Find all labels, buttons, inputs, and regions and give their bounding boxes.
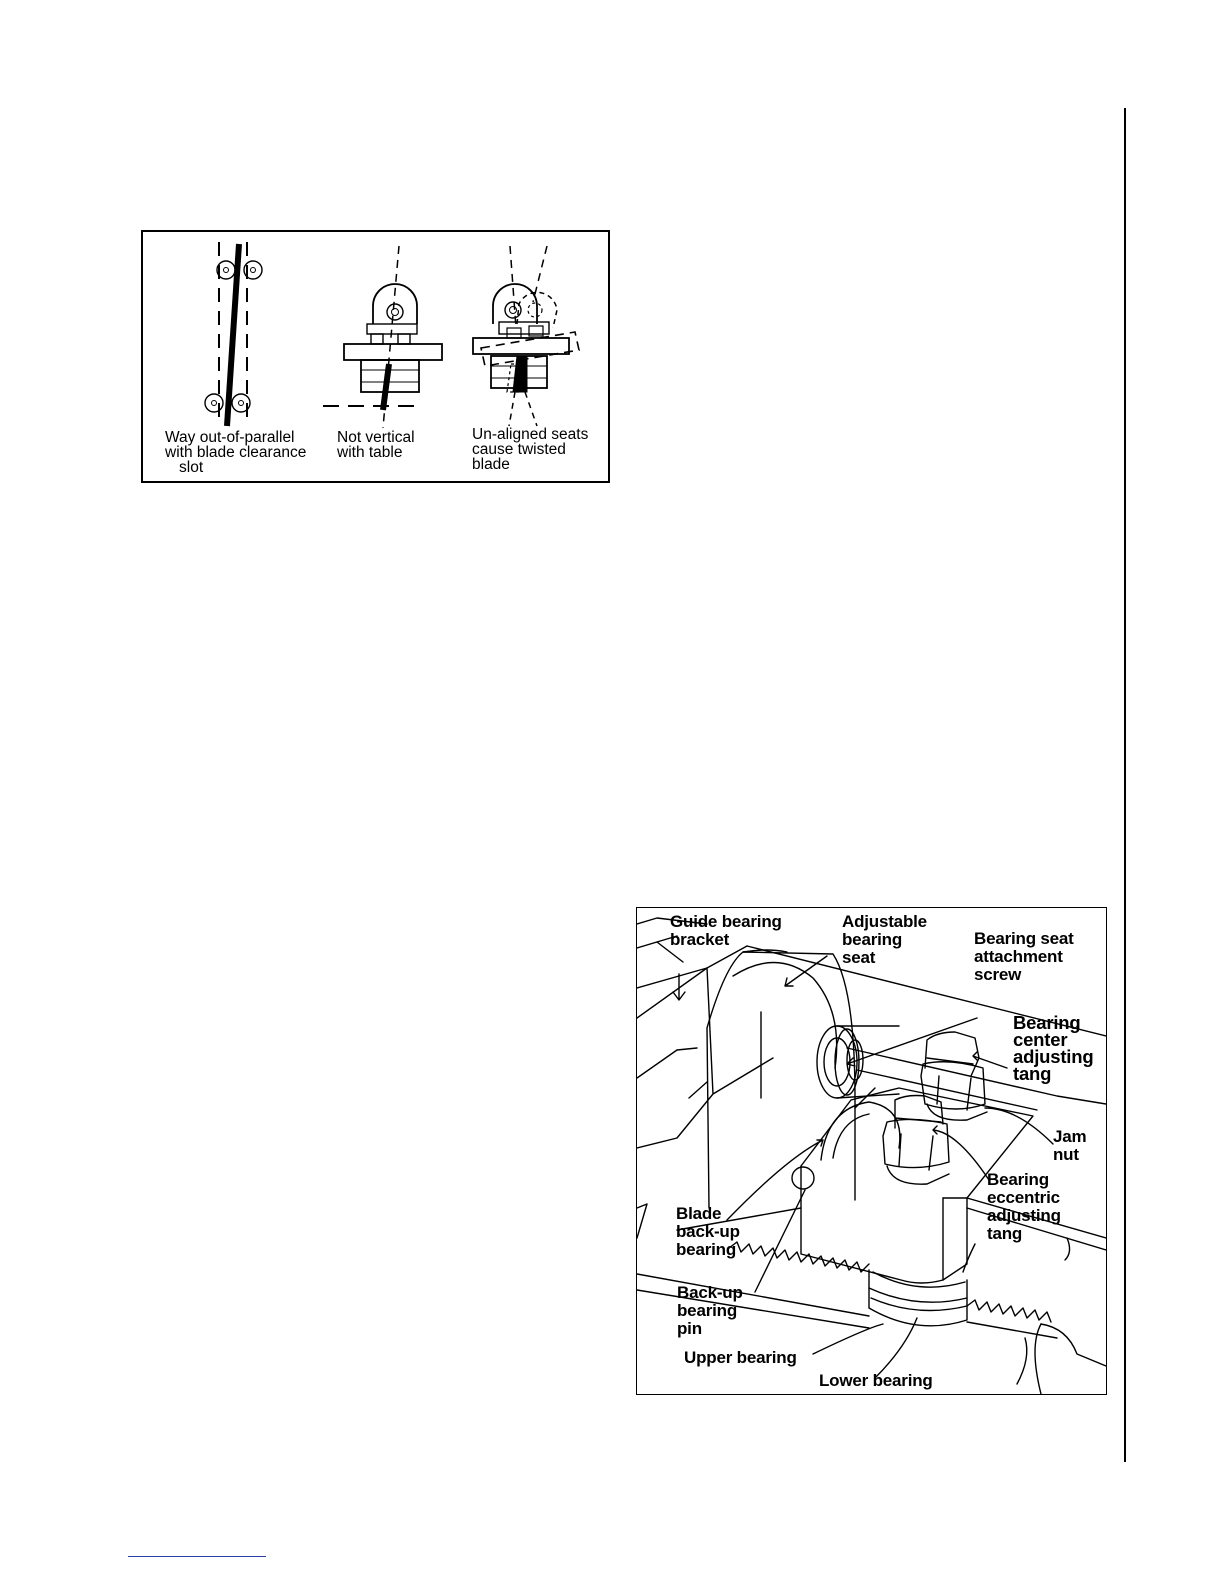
label-line: tang bbox=[987, 1224, 1023, 1243]
label-lower-bearing: Lower bearing bbox=[819, 1371, 933, 1390]
caption-line: Way out-of-parallel bbox=[165, 429, 295, 446]
label-line: eccentric bbox=[987, 1188, 1060, 1207]
label-line: Adjustable bbox=[842, 912, 927, 931]
label-line: attachment bbox=[974, 947, 1063, 966]
label-line: bracket bbox=[670, 930, 730, 949]
label-guide-bearing-bracket bbox=[670, 913, 782, 949]
twisted-caption bbox=[472, 427, 588, 472]
parallel-caption bbox=[165, 430, 306, 475]
label-upper-bearing: Upper bearing bbox=[684, 1348, 797, 1367]
label-line: Back-up bbox=[677, 1283, 743, 1302]
label-line: Bearing bbox=[1013, 1012, 1081, 1033]
caption-line: blade bbox=[472, 456, 510, 473]
label-line: Blade bbox=[676, 1204, 722, 1223]
not-vertical-diagram bbox=[323, 246, 442, 428]
caption-line: slot bbox=[179, 459, 204, 476]
page-margin-rule bbox=[1124, 108, 1126, 1462]
label-line: Bearing bbox=[987, 1170, 1049, 1189]
label-line: bearing bbox=[842, 930, 903, 949]
label-jam-nut bbox=[1053, 1128, 1086, 1164]
label-bearing-eccentric-adjusting-tang bbox=[987, 1171, 1061, 1243]
label-back-up-bearing-pin bbox=[677, 1284, 743, 1338]
label-line: pin bbox=[677, 1319, 702, 1338]
caption-line: cause twisted bbox=[472, 441, 566, 458]
caption-line: Un-aligned seats bbox=[472, 426, 589, 443]
label-line: adjusting bbox=[987, 1206, 1061, 1225]
label-line: Bearing seat bbox=[974, 929, 1074, 948]
vertical-caption bbox=[337, 430, 415, 460]
label-line: bearing bbox=[677, 1301, 738, 1320]
label-line: back-up bbox=[676, 1222, 740, 1241]
footer-link-underline bbox=[128, 1556, 266, 1557]
label-line: tang bbox=[1013, 1063, 1052, 1084]
label-line: Guide bearing bbox=[670, 912, 782, 931]
misalignment-figure bbox=[141, 230, 610, 483]
out-of-parallel-diagram bbox=[205, 242, 262, 426]
label-line: bearing bbox=[676, 1240, 737, 1259]
label-line: Jam bbox=[1053, 1127, 1087, 1146]
label-blade-back-up-bearing bbox=[676, 1205, 740, 1259]
label-line: screw bbox=[974, 965, 1022, 984]
caption-line: with table bbox=[337, 444, 403, 461]
label-bearing-center-adjusting-tang bbox=[1013, 1014, 1093, 1082]
twisted-blade-diagram bbox=[473, 246, 579, 426]
label-line: center bbox=[1013, 1029, 1068, 1050]
label-line: seat bbox=[842, 948, 876, 967]
caption-line: Not vertical bbox=[337, 429, 415, 446]
label-line: adjusting bbox=[1013, 1046, 1094, 1067]
label-bearing-seat-attachment-screw bbox=[974, 930, 1074, 984]
guide-bearing-figure bbox=[636, 907, 1107, 1395]
caption-line: with blade clearance bbox=[165, 444, 307, 461]
label-adjustable-bearing-seat bbox=[842, 913, 927, 967]
label-line: nut bbox=[1053, 1145, 1079, 1164]
